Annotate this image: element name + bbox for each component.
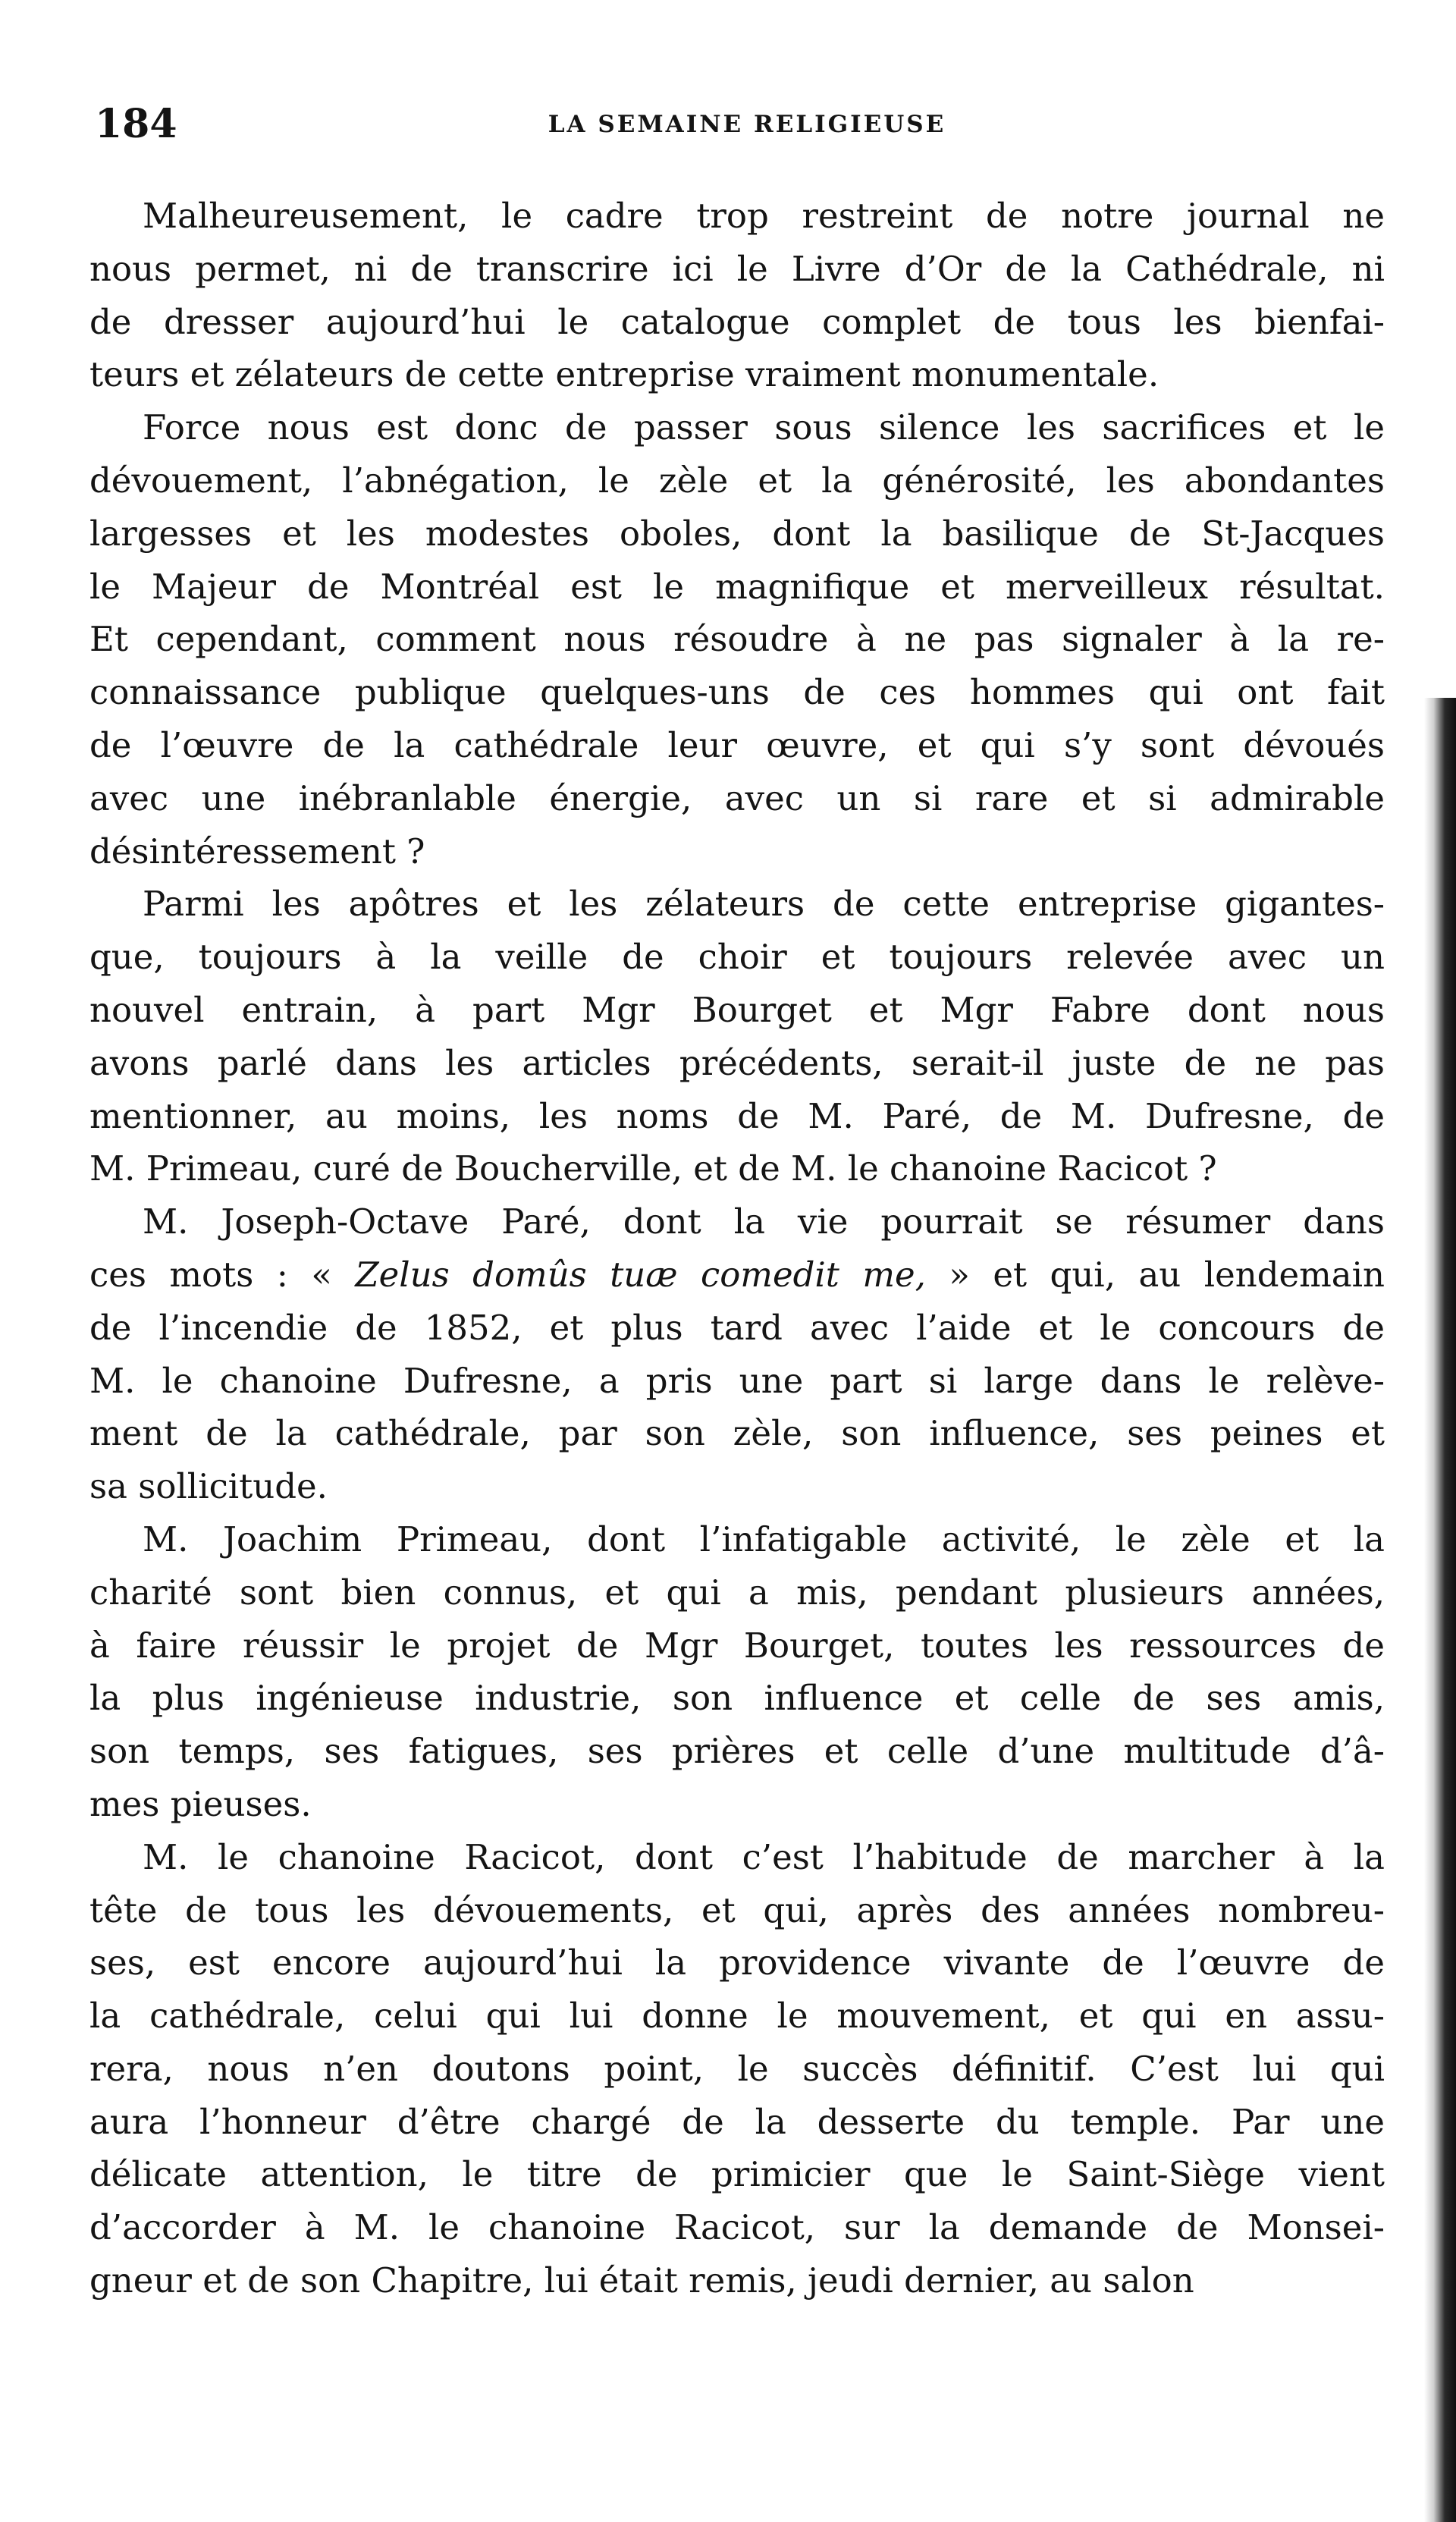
text-line: teurs et zélateurs de cette entreprise vraiment monumentale. [89, 354, 1159, 395]
text-line: la plus ingénieuse industrie, son influence et celle de ses amis, [89, 1678, 1385, 1719]
text-line: Malheureusement, le cadre trop restreint de notre journal ne [143, 196, 1385, 236]
text-line: dévouement, l’abnégation, le zèle et la générosité, les abondantes [89, 460, 1385, 501]
running-head: LA SEMAINE RELIGIEUSE [548, 111, 946, 138]
paragraph [89, 878, 1385, 1195]
text-line: M. Primeau, curé de Boucherville, et de M. le chanoine Racicot ? [89, 1148, 1217, 1189]
text-line: à faire réussir le projet de Mgr Bourget, toutes les ressources de [89, 1625, 1385, 1666]
text-line: connaissance publique quelques-uns de ces hommes qui ont fait [89, 672, 1385, 713]
text-line: M. Joachim Primeau, dont l’infatigable activité, le zèle et la [143, 1519, 1385, 1559]
paragraph [89, 190, 1385, 401]
text-line: charité sont bien connus, et qui a mis, pendant plusieurs années, [89, 1572, 1385, 1613]
body-text [89, 190, 1385, 2307]
scan-edge-shadow [1424, 698, 1456, 2522]
text-line: ses, est encore aujourd’hui la providence vivante de l’œuvre de [89, 1943, 1385, 1983]
text-line: désintéressement ? [89, 831, 425, 872]
text-line: largesses et les modestes oboles, dont la basilique de St-Jacques [89, 513, 1385, 554]
text-line: M. le chanoine Racicot, dont c’est l’habitude de marcher à la [143, 1836, 1385, 1877]
text-line: rera, nous n’en doutons point, le succès définitif. C’est lui qui [89, 2048, 1385, 2089]
text-line: mentionner, au moins, les noms de M. Paré, de M. Dufresne, de [89, 1095, 1385, 1136]
text-line: de l’incendie de 1852, et plus tard avec l’aide et le concours de [89, 1307, 1385, 1348]
text-line: M. le chanoine Dufresne, a pris une part si large dans le relève- [89, 1360, 1385, 1401]
text-line: ces mots : « Zelus domûs tuæ comedit me, » et qui, au lendemain [89, 1254, 1385, 1295]
paragraph [89, 1195, 1385, 1513]
text-line: de dresser aujourd’hui le catalogue complet de tous les bienfai- [89, 301, 1385, 342]
text-line: Parmi les apôtres et les zélateurs de cette entreprise gigantes- [143, 884, 1385, 925]
text-line: sa sollicitude. [89, 1466, 328, 1507]
text-line: de l’œuvre de la cathédrale leur œuvre, et qui s’y sont dévoués [89, 724, 1385, 765]
text-line: nouvel entrain, à part Mgr Bourget et Mgr Fabre dont nous [89, 989, 1385, 1030]
text-line: nous permet, ni de transcrire ici le Livre d’Or de la Cathédrale, ni [89, 248, 1385, 289]
paragraph [89, 401, 1385, 878]
page-number: 184 [95, 101, 177, 147]
text-line: gneur et de son Chapitre, lui était remis, jeudi dernier, au salon [89, 2260, 1194, 2301]
page-header [95, 100, 1399, 161]
text-line: son temps, ses fatigues, ses prières et celle d’une multitude d’â- [89, 1731, 1385, 1772]
text-line: la cathédrale, celui qui lui donne le mouvement, et qui en assu- [89, 1996, 1385, 2037]
text-line: mes pieuses. [89, 1783, 312, 1824]
text-line: que, toujours à la veille de choir et toujours relevée avec un [89, 937, 1385, 978]
text-line: délicate attention, le titre de primicier que le Saint-Siège vient [89, 2154, 1385, 2195]
text-line: d’accorder à M. le chanoine Racicot, sur la demande de Monsei- [89, 2207, 1385, 2248]
paragraph [89, 1831, 1385, 2307]
text-line: aura l’honneur d’être chargé de la desserte du temple. Par une [89, 2101, 1385, 2142]
paragraph [89, 1513, 1385, 1831]
latin-quotation: Zelus domûs tuæ comedit me, [355, 1254, 926, 1295]
text-line: Et cependant, comment nous résoudre à ne pas signaler à la re- [89, 619, 1385, 660]
text-line: avec une inébranlable énergie, avec un si rare et si admirable [89, 777, 1385, 818]
text-line: Force nous est donc de passer sous silence les sacrifices et le [143, 407, 1385, 448]
text-line: tête de tous les dévouements, et qui, après des années nombreu- [89, 1889, 1385, 1930]
text-line: le Majeur de Montréal est le magnifique et merveilleux résultat. [89, 566, 1385, 607]
text-line: ment de la cathédrale, par son zèle, son influence, ses peines et [89, 1413, 1385, 1454]
text-line: M. Joseph-Octave Paré, dont la vie pourrait se résumer dans [143, 1201, 1385, 1242]
text-line: avons parlé dans les articles précédents, serait-il juste de ne pas [89, 1042, 1385, 1083]
